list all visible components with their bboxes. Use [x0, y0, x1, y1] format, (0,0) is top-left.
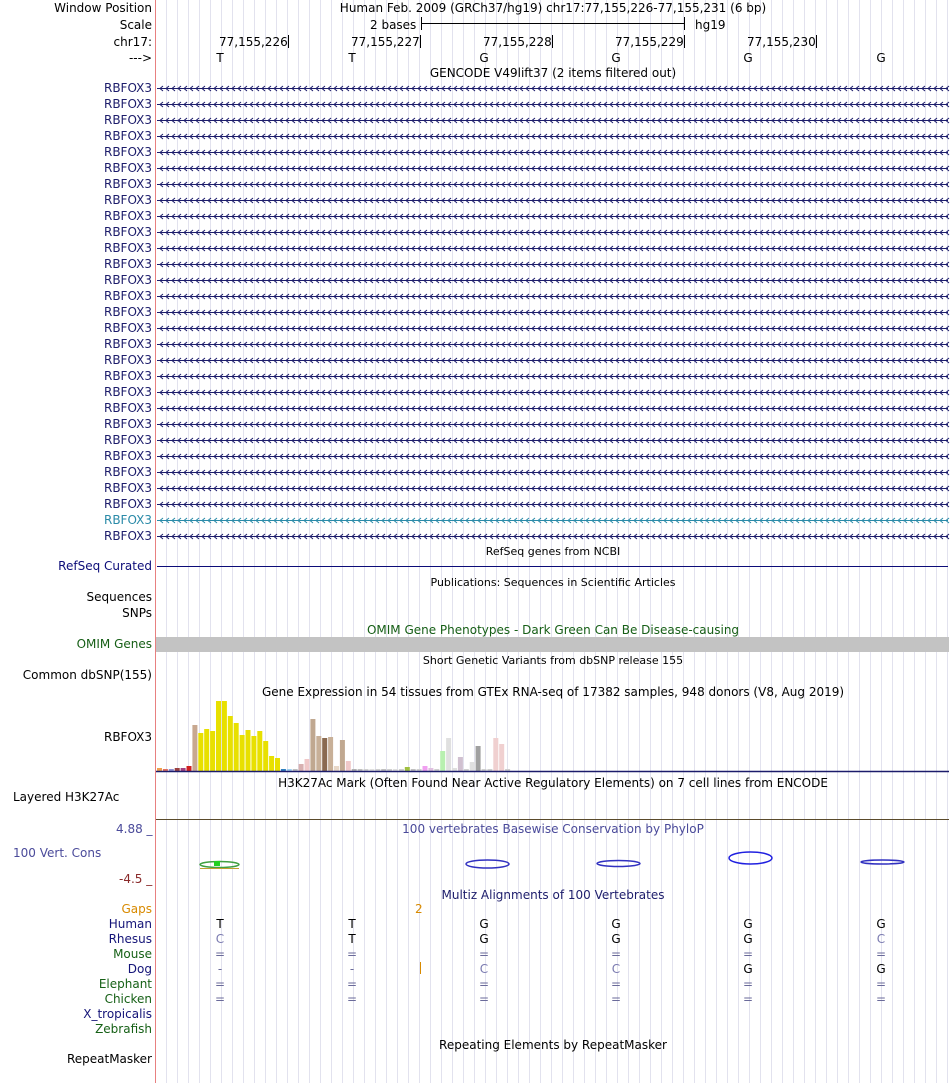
omim-title[interactable]: OMIM Gene Phenotypes - Dark Green Can Be Disease-causing — [366, 623, 740, 637]
gtex-tissue-bar — [417, 769, 422, 771]
multiz-base: = — [875, 992, 887, 1006]
gap-value: 2 — [415, 902, 423, 916]
multiz-base: = — [742, 977, 754, 991]
conservation-logo-glyph — [597, 861, 640, 867]
publications-sequences-label[interactable]: Sequences — [86, 590, 152, 604]
conservation-logo-glyph — [729, 852, 772, 864]
gtex-tissue-bar — [482, 769, 487, 771]
gtex-tissue-bar — [440, 751, 445, 771]
gencode-gene-label[interactable]: RBFOX3 — [103, 305, 152, 319]
gencode-title[interactable]: GENCODE V49lift37 (2 items filtered out) — [429, 66, 677, 80]
multiz-base: = — [478, 947, 490, 961]
gencode-transcript — [157, 326, 949, 331]
gtex-tissue-bar — [169, 769, 174, 771]
gencode-transcript — [157, 134, 949, 139]
multiz-base: G — [479, 932, 489, 946]
gencode-gene-label[interactable]: RBFOX3 — [103, 337, 152, 351]
gencode-transcript — [157, 198, 949, 203]
gencode-gene-label[interactable]: RBFOX3 — [103, 241, 152, 255]
gtex-tissue-bar — [352, 769, 357, 771]
gtex-tissue-bar — [340, 740, 345, 771]
gtex-tissue-bar — [305, 759, 310, 771]
multiz-base: G — [876, 917, 886, 931]
multiz-base: - — [217, 962, 223, 976]
gtex-tissue-bar — [411, 769, 416, 771]
gtex-tissue-bar — [198, 733, 203, 771]
gencode-gene-label[interactable]: RBFOX3 — [103, 289, 152, 303]
gtex-tissue-bar — [234, 723, 239, 771]
reference-base: T — [216, 51, 224, 65]
gencode-transcript — [157, 86, 949, 91]
gencode-gene-label[interactable]: RBFOX3 — [103, 433, 152, 447]
gencode-gene-label[interactable]: RBFOX3 — [103, 209, 152, 223]
multiz-base: T — [348, 917, 356, 931]
ruler-position-label: 77,155,227 — [351, 35, 420, 49]
multiz-base: C — [479, 962, 489, 976]
gencode-gene-label[interactable]: RBFOX3 — [103, 257, 152, 271]
gencode-gene-label[interactable]: RBFOX3 — [103, 513, 152, 527]
gencode-transcript — [157, 262, 949, 267]
multiz-base: - — [349, 962, 355, 976]
conservation-label[interactable]: 100 Vert. Cons — [13, 846, 102, 860]
gtex-tissue-bar — [493, 738, 498, 771]
gencode-transcript — [157, 534, 949, 539]
gencode-gene-label[interactable]: RBFOX3 — [103, 321, 152, 335]
gtex-tissue-bar — [446, 738, 451, 771]
multiz-base: T — [348, 932, 356, 946]
scale-assembly: hg19 — [695, 18, 726, 32]
gtex-tissue-bar — [246, 730, 251, 771]
gtex-tissue-bar — [287, 769, 292, 771]
gencode-gene-label[interactable]: RBFOX3 — [103, 193, 152, 207]
dbsnp-title[interactable]: Short Genetic Variants from dbSNP release 155 — [422, 654, 684, 667]
omim-label[interactable]: OMIM Genes — [76, 637, 152, 651]
multiz-base: = — [478, 977, 490, 991]
gtex-tissue-bar — [476, 746, 481, 771]
gtex-tissue-bar — [310, 719, 315, 771]
gtex-tissue-bar — [334, 766, 339, 771]
gencode-transcript — [157, 470, 949, 475]
multiz-base: = — [610, 947, 622, 961]
repeatmasker-title[interactable]: Repeating Elements by RepeatMasker — [439, 1038, 667, 1052]
multiz-species-label[interactable]: Chicken — [104, 992, 152, 1006]
gtex-tissue-bar — [434, 769, 439, 771]
gtex-tissue-bar — [405, 767, 410, 771]
window-position-text: Human Feb. 2009 (GRCh37/hg19) chr17:77,155,226-77,155,231 (6 bp) — [339, 1, 767, 15]
gencode-gene-label[interactable]: RBFOX3 — [103, 273, 152, 287]
multiz-species-label[interactable]: Zebrafish — [95, 1022, 152, 1036]
gencode-transcript — [157, 486, 949, 491]
conservation-min: -4.5 _ — [119, 872, 153, 886]
gtex-tissue-bar — [322, 738, 327, 771]
gencode-transcript — [157, 454, 949, 459]
reference-base: G — [876, 51, 886, 65]
gtex-tissue-bar — [328, 737, 333, 771]
gtex-tissue-bar — [210, 731, 215, 771]
ruler-position-label: 77,155,230 — [747, 35, 816, 49]
gencode-gene-label[interactable]: RBFOX3 — [103, 225, 152, 239]
gtex-tissue-bar — [399, 769, 404, 771]
multiz-base: G — [479, 917, 489, 931]
reference-base: G — [743, 51, 753, 65]
gtex-tissue-bar — [423, 766, 428, 771]
gencode-transcript — [157, 438, 949, 443]
gtex-tissue-bar — [216, 701, 221, 771]
gtex-tissue-bar — [204, 729, 209, 771]
refseq-title[interactable]: RefSeq genes from NCBI — [485, 545, 621, 558]
publications-title[interactable]: Publications: Sequences in Scientific Articles — [430, 576, 676, 589]
multiz-base: = — [610, 977, 622, 991]
multiz-species-label[interactable]: Rhesus — [108, 932, 152, 946]
gtex-tissue-bar — [364, 769, 369, 771]
h3k27ac-title[interactable]: H3K27Ac Mark (Often Found Near Active Regulatory Elements) on 7 cell lines from ENCODE — [278, 776, 828, 790]
gencode-gene-label[interactable]: RBFOX3 — [103, 449, 152, 463]
dbsnp-label[interactable]: Common dbSNP(155) — [22, 668, 152, 682]
gtex-tissue-bar — [346, 761, 351, 771]
scale-text: 2 bases — [370, 18, 417, 32]
gtex-tissue-bar — [375, 769, 380, 771]
gtex-tissue-bar — [293, 769, 298, 771]
gtex-tissue-bar — [251, 736, 256, 771]
multiz-species-label[interactable]: Dog — [127, 962, 152, 976]
gencode-transcript — [157, 102, 949, 107]
multiz-species-label[interactable]: Elephant — [98, 977, 152, 991]
h3k27ac-label[interactable]: Layered H3K27Ac — [13, 790, 120, 804]
gtex-tissue-bar — [257, 731, 262, 771]
gencode-transcript — [157, 406, 949, 411]
gencode-gene-label[interactable]: RBFOX3 — [103, 177, 152, 191]
conservation-logo-glyph — [466, 860, 509, 868]
gencode-gene-label[interactable]: RBFOX3 — [103, 401, 152, 415]
gencode-gene-label[interactable]: RBFOX3 — [103, 465, 152, 479]
multiz-base: G — [743, 962, 753, 976]
multiz-base: = — [214, 977, 226, 991]
publications-snps-label[interactable]: SNPs — [122, 606, 152, 620]
multiz-species-label[interactable]: Human — [108, 917, 152, 931]
gtex-tissue-bar — [358, 769, 363, 771]
gencode-gene-label[interactable]: RBFOX3 — [103, 129, 152, 143]
gencode-gene-label[interactable]: RBFOX3 — [103, 145, 152, 159]
multiz-base: = — [214, 992, 226, 1006]
conservation-max: 4.88 _ — [116, 822, 153, 836]
gencode-transcript — [157, 342, 949, 347]
gtex-tissue-bar — [505, 769, 510, 771]
gtex-tissue-bar — [487, 769, 492, 771]
reference-base: G — [611, 51, 621, 65]
gencode-transcript — [157, 166, 949, 171]
multiz-base: C — [215, 932, 225, 946]
gtex-tissue-bar — [181, 768, 186, 771]
multiz-base: = — [610, 992, 622, 1006]
multiz-base: C — [611, 962, 621, 976]
gtex-tissue-bar — [387, 769, 392, 771]
gaps-label[interactable]: Gaps — [121, 902, 152, 916]
multiz-base: = — [742, 947, 754, 961]
multiz-base: G — [611, 932, 621, 946]
gencode-transcript — [157, 422, 949, 427]
multiz-base: G — [743, 932, 753, 946]
multiz-base: = — [875, 947, 887, 961]
gencode-transcript — [157, 374, 949, 379]
gtex-tissue-bar — [163, 769, 168, 771]
gencode-gene-label[interactable]: RBFOX3 — [103, 161, 152, 175]
gtex-tissue-bar — [458, 757, 463, 771]
gencode-transcript — [157, 310, 949, 315]
gtex-tissue-bar — [464, 769, 469, 771]
multiz-base: G — [876, 962, 886, 976]
multiz-base: = — [214, 947, 226, 961]
gtex-tissue-bar — [263, 741, 268, 771]
multiz-base: = — [346, 977, 358, 991]
reference-base: G — [479, 51, 489, 65]
gencode-gene-label[interactable]: RBFOX3 — [103, 113, 152, 127]
multiz-base: G — [611, 917, 621, 931]
multiz-base: T — [216, 917, 224, 931]
ruler-position-label: 77,155,226 — [219, 35, 288, 49]
gtex-tissue-bar — [281, 769, 286, 771]
gencode-transcript — [157, 214, 949, 219]
gtex-tissue-bar — [175, 768, 180, 771]
gencode-gene-label[interactable]: RBFOX3 — [103, 81, 152, 95]
gtex-tissue-bar — [228, 716, 233, 771]
gtex-tissue-bar — [299, 764, 304, 771]
gtex-tissue-bar — [240, 735, 245, 771]
gencode-transcript — [157, 118, 949, 123]
scale-label: Scale — [119, 18, 152, 32]
window-position-label: Window Position — [54, 1, 152, 15]
conservation-logo-glyph — [214, 861, 220, 866]
ruler-position-label: 77,155,229 — [615, 35, 684, 49]
gencode-gene-label[interactable]: RBFOX3 — [103, 353, 152, 367]
multiz-base: G — [743, 917, 753, 931]
gencode-transcript — [157, 390, 949, 395]
gencode-gene-label[interactable]: RBFOX3 — [103, 417, 152, 431]
refseq-label[interactable]: RefSeq Curated — [58, 559, 152, 573]
gtex-tissue-bar — [316, 736, 321, 771]
gencode-gene-label[interactable]: RBFOX3 — [103, 369, 152, 383]
gtex-tissue-bar — [222, 701, 227, 771]
multiz-species-label[interactable]: X_tropicalis — [83, 1007, 152, 1021]
gtex-tissue-bar — [269, 756, 274, 771]
gencode-transcript — [157, 246, 949, 251]
gtex-tissue-bar — [393, 769, 398, 771]
gtex-tissue-bar — [381, 769, 386, 771]
gencode-transcript — [157, 278, 949, 283]
gencode-gene-label[interactable]: RBFOX3 — [103, 497, 152, 511]
multiz-base: = — [478, 992, 490, 1006]
gtex-tissue-bar — [192, 725, 197, 771]
gtex-tissue-bar — [470, 762, 475, 771]
multiz-base: = — [742, 992, 754, 1006]
gencode-transcript — [157, 358, 949, 363]
gtex-label[interactable]: RBFOX3 — [103, 730, 152, 744]
gtex-tissue-bar — [428, 768, 433, 771]
conservation-title[interactable]: 100 vertebrates Basewise Conservation by PhyloP — [402, 822, 704, 836]
reference-base: T — [348, 51, 356, 65]
ruler-position-label: 77,155,228 — [483, 35, 552, 49]
multiz-base: C — [876, 932, 886, 946]
gencode-transcript — [157, 518, 949, 523]
repeatmasker-label[interactable]: RepeatMasker — [66, 1052, 152, 1066]
multiz-base: = — [346, 947, 358, 961]
gencode-gene-label[interactable]: RBFOX3 — [103, 385, 152, 399]
gencode-transcript — [157, 502, 949, 507]
multiz-title[interactable]: Multiz Alignments of 100 Vertebrates — [441, 888, 665, 902]
gencode-transcript — [157, 294, 949, 299]
strand-label[interactable]: ---> — [128, 51, 152, 65]
gtex-tissue-bar — [499, 744, 504, 771]
gencode-transcript — [157, 150, 949, 155]
gencode-gene-label[interactable]: RBFOX3 — [103, 529, 152, 543]
gencode-transcript — [157, 182, 949, 187]
gtex-tissue-bar — [157, 768, 162, 771]
gencode-gene-label[interactable]: RBFOX3 — [103, 97, 152, 111]
multiz-base: = — [875, 977, 887, 991]
gencode-gene-label[interactable]: RBFOX3 — [103, 481, 152, 495]
gtex-title[interactable]: Gene Expression in 54 tissues from GTEx RNA-seq of 17382 samples, 948 donors (V8, Aug 2019) — [261, 685, 845, 699]
gtex-tissue-bar — [275, 758, 280, 771]
multiz-species-label[interactable]: Mouse — [113, 947, 152, 961]
gtex-tissue-bar — [369, 769, 374, 771]
omim-gene-bar — [156, 637, 949, 652]
gencode-transcript — [157, 230, 949, 235]
conservation-logo-glyph — [861, 860, 904, 864]
chrom-label[interactable]: chr17: — [113, 35, 152, 49]
gtex-tissue-bar — [187, 766, 192, 771]
gtex-tissue-bar — [452, 768, 457, 771]
multiz-base: = — [346, 992, 358, 1006]
